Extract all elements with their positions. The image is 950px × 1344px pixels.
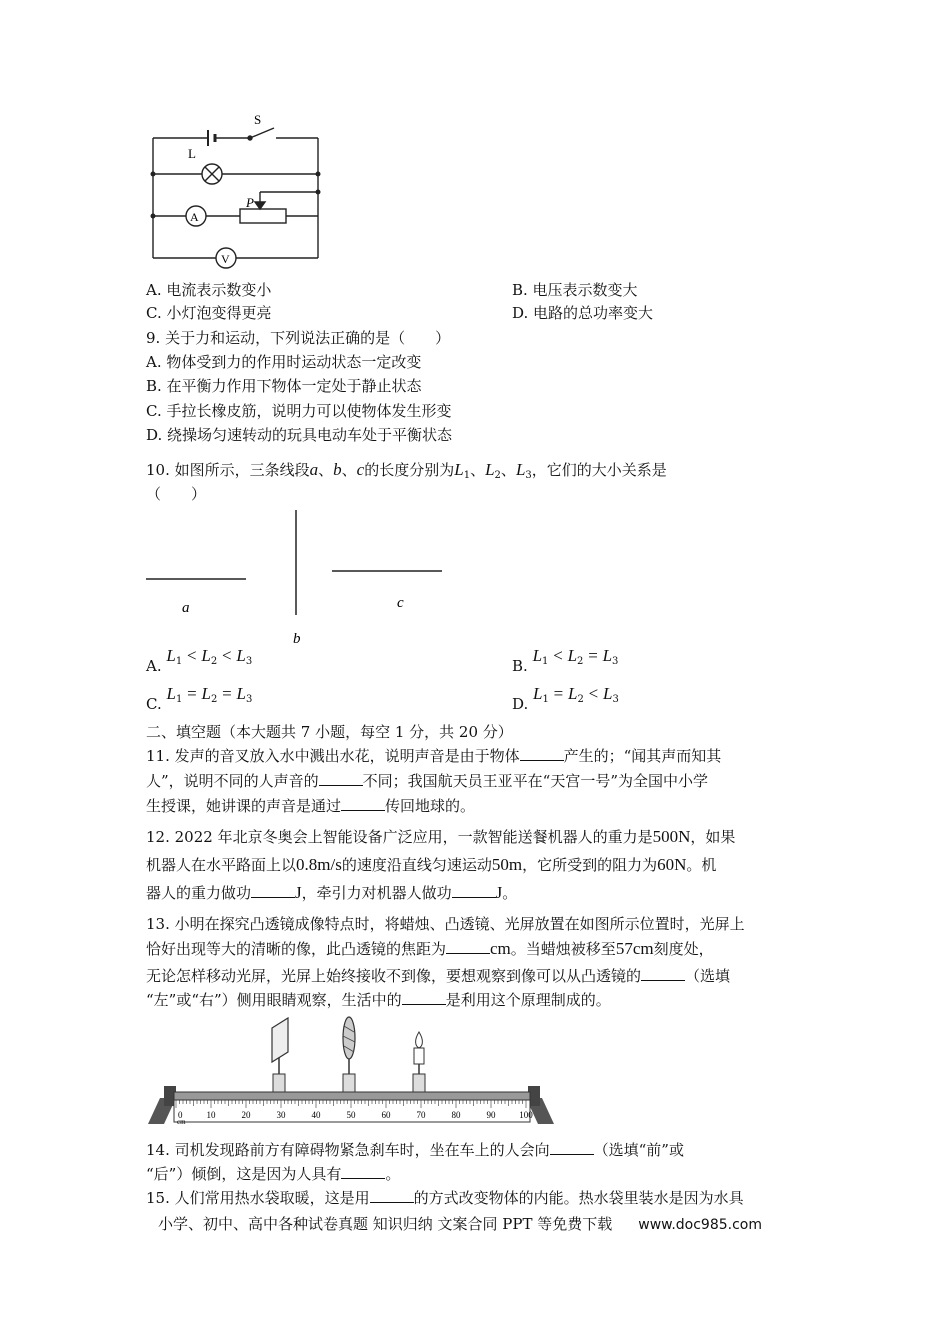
segment-b-label: b [293,631,301,647]
segment-c-label: c [397,595,404,611]
ruler-tick-label: 80 [451,1110,461,1120]
q9-stem: 9. 关于力和运动，下列说法正确的是（ ） [146,329,451,347]
q13-line-1: 13. 小明在探究凸透镜成像特点时，将蜡烛、凸透镜、光屏放置在如图所示位置时，光屏上 [146,915,745,933]
q9-option-c[interactable]: C. 手拉长橡皮筋，说明力可以使物体发生形变 [146,402,452,420]
ruler-tick-label: 30 [276,1110,286,1120]
ruler-tick-label: 10 [206,1110,216,1120]
ruler-tick-label: 100 [519,1110,533,1120]
q8-option-b[interactable]: B. 电压表示数变大 [512,281,638,299]
q10-stem: 10. 如图所示，三条线段a、b、c的长度分别为$L_1$、$L_2$、$L_3$，它们的大小关系是 [146,460,667,481]
q11-line-2: 人”，说明不同的人声音的 不同；我国航天员王亚平在“天宫一号”为全国中小学 [146,772,709,790]
q9-option-d[interactable]: D. 绕操场匀速转动的玩具电动车处于平衡状态 [146,426,453,444]
q12-line-1: 12. 2022 年北京冬奥会上智能设备广泛应用，一款智能送餐机器人的重力是500N，如果 [146,827,736,846]
q8-option-c[interactable]: C. 小灯泡变得更亮 [146,304,272,322]
ruler-tick-label: 70 [416,1110,426,1120]
q12-line-3: 器人的重力做功 J，牵引力对机器人做功 J。 [146,883,518,902]
q11-blank-3[interactable] [341,796,385,811]
q13-blank-1[interactable] [446,939,490,954]
switch-label: S [254,112,262,127]
q14-blank-1[interactable] [550,1140,594,1155]
ruler-tick-label: 20 [241,1110,251,1120]
q13-line-2: 恰好出现等大的清晰的像，此凸透镜的焦距为 cm。当蜡烛被移至57cm刻度处， [146,939,714,958]
q14-line-1: 14. 司机发现路前方有障碍物紧急刹车时，坐在车上的人会向 （选填“前”或 [146,1141,684,1159]
ruler-tick-label: 50 [346,1110,356,1120]
section-2-heading: 二、填空题（本大题共 7 小题，每空 1 分，共 20 分） [146,723,513,741]
ammeter-label: A [190,210,199,224]
optical-bench [146,1012,566,1132]
q10-option-d[interactable]: D. $L_1 = L_2 < L_3$ [512,684,619,713]
q12-blank-2[interactable] [452,883,496,898]
q9-option-a[interactable]: A. 物体受到力的作用时运动状态一定改变 [146,353,422,371]
q14-blank-2[interactable] [341,1164,385,1179]
circuit-diagram [140,108,340,278]
slider-label: P [246,195,254,210]
bench-unit-label: cm [177,1118,186,1126]
q14-line-2: “后”）倾倒，这是因为人具有 。 [146,1165,401,1183]
q12-line-2: 机器人在水平路面上以0.8m/s的速度沿直线匀速运动50m，它所受到的阻力为60N。机 [146,855,717,874]
q11-line-3: 生授课，她讲课的声音是通过 传回地球的。 [146,797,476,815]
q10-paren: （ ） [146,485,207,503]
q10-option-a[interactable]: A. $L_1 < L_2 < L_3$ [146,646,253,675]
footer-promo: 小学、初中、高中各种试卷真题 知识归纳 文案合同 PPT 等免费下载 www.doc985.com [158,1215,763,1233]
segment-a-label: a [182,600,190,616]
q10-option-c[interactable]: C. $L_1 = L_2 = L_3$ [146,684,253,713]
q10-figure [140,505,460,650]
footer-url[interactable]: www.doc985.com [638,1217,763,1233]
ruler-tick-label: 60 [381,1110,391,1120]
q10-option-b[interactable]: B. $L_1 < L_2 = L_3$ [512,646,619,675]
q13-line-4: “左”或“右”）侧用眼睛观察，生活中的 是利用这个原理制成的。 [146,991,611,1009]
ruler-tick-label: 90 [486,1110,496,1120]
q8-option-a[interactable]: A. 电流表示数变小 [146,281,272,299]
voltmeter-label: V [221,252,230,266]
q15-blank-1[interactable] [370,1188,414,1203]
ruler-tick-label: 40 [311,1110,321,1120]
q13-blank-2[interactable] [641,966,685,981]
q13-blank-3[interactable] [402,990,446,1005]
q9-option-b[interactable]: B. 在平衡力作用下物体一定处于静止状态 [146,377,422,395]
lamp-label: L [188,146,196,161]
q12-blank-1[interactable] [251,883,295,898]
q13-line-3: 无论怎样移动光屏，光屏上始终接收不到像，要想观察到像可以从凸透镜的 （选填 [146,967,731,985]
q8-option-d[interactable]: D. 电路的总功率变大 [512,304,654,322]
q11-line-1: 11. 发声的音叉放入水中溅出水花，说明声音是由于物体 产生的；“闻其声而知其 [146,747,722,765]
ruler-tick-label: 0 [178,1110,183,1120]
q11-blank-1[interactable] [520,746,564,761]
q11-blank-2[interactable] [319,771,363,786]
q15-line-1: 15. 人们常用热水袋取暖，这是用 的方式改变物体的内能。热水袋里装水是因为水具 [146,1189,744,1207]
